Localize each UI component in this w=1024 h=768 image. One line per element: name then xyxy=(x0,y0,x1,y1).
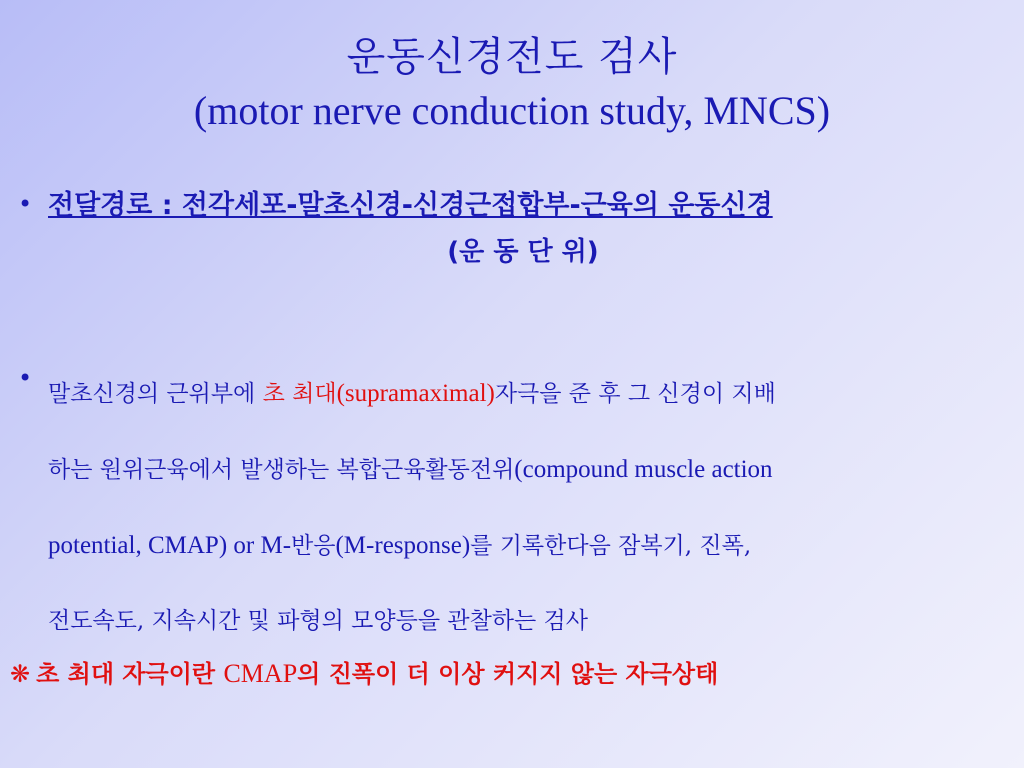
asterisk-flower-icon: ❋ xyxy=(10,660,31,688)
slide-title xyxy=(0,30,1024,138)
note-latin: CMAP xyxy=(223,659,298,688)
bullet-2-line2-korean: 하는 원위근육에서 발생하는 복합근육활동전위 xyxy=(48,457,515,483)
supramaximal-korean: 초 최대 xyxy=(262,381,337,407)
bullet-2-part2: 자극을 준 후 그 신경이 지배 xyxy=(494,381,776,407)
bullet-2-line-1 xyxy=(48,356,998,432)
note-part2: 의 진폭이 더 이상 커지지 않는 자극상태 xyxy=(297,660,719,688)
bullet-2-line-2 xyxy=(48,432,998,508)
bullet-2-text xyxy=(48,356,998,659)
title-korean: 운동신경전도 검사 xyxy=(346,34,678,80)
bullet-2-line4: 전도속도, 지속시간 및 파형의 모양등을 관찰하는 검사 xyxy=(48,608,588,634)
bullet-2-line3-korean2: 를 기록한다음 잠복기, 진폭, xyxy=(470,533,752,559)
note-part1: 초 최대 자극이란 xyxy=(36,660,224,688)
bullet-2-line3-korean1: 반응 xyxy=(291,533,336,559)
bullet-1-text: 전달경로 : 전각세포-말초신경-신경근접합부-근육의 운동신경 xyxy=(48,190,773,221)
bullet-2-line3-latin: potential, CMAP) or M- xyxy=(48,532,292,559)
bullet-2-part1: 말초신경의 근위부에 xyxy=(48,381,263,407)
bullet-1-subtext: (운 동 단 위) xyxy=(447,237,599,267)
bullet-2-line-4 xyxy=(48,584,998,659)
title-english: (motor nerve conduction study, MNCS) xyxy=(193,88,831,133)
bullet-marker-1: • xyxy=(18,190,33,218)
definition-note xyxy=(10,656,1010,692)
bullet-2-line-3 xyxy=(48,508,998,584)
supramaximal-latin: (supramaximal) xyxy=(336,380,495,407)
bullet-2-line3-latin2: (M-response) xyxy=(335,532,471,559)
bullet-2-line2-latin: (compound muscle action xyxy=(514,456,773,483)
bullet-marker-2: • xyxy=(18,364,33,392)
